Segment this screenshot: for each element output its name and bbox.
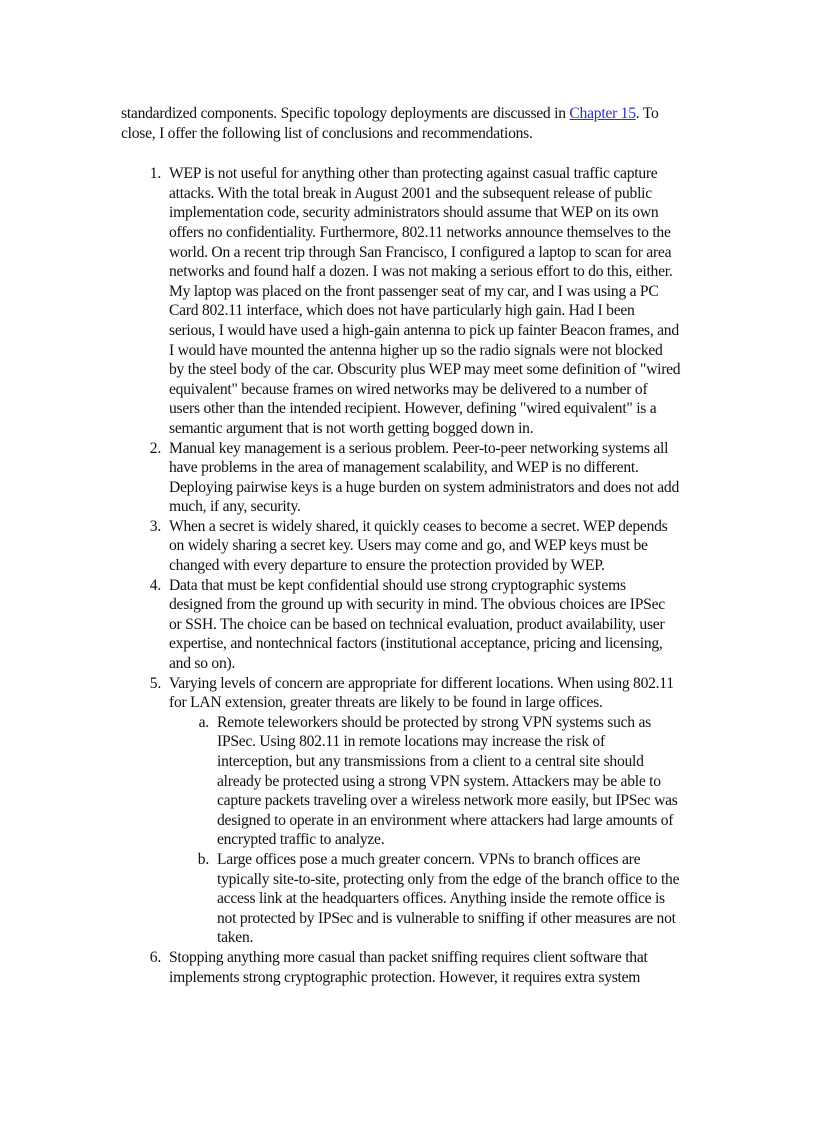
sublist-item-b: Large offices pose a much greater concern. VPNs to branch offices are typically site-to-site, protecting only from the edge of the branch office to the access link at the headquarters offices. Anything inside the remote office is not protected by IPSec and is vulnerable to sniffing if other measures are not taken. (217, 850, 680, 947)
list-item-1: WEP is not useful for anything other than protecting against casual traffic capture attacks. With the total break in August 2001 and the subsequent release of public implementation code, security administrators should assume that WEP on its own offers no confidentiality. Furthermore, 802.11 networks announce themselves to the world. On a recent trip through San Francisco, I configured a laptop to scan for area networks and found half a dozen. I was not making a serious effort to do this, either. My laptop was placed on the front passenger seat of my car, and I was using a PC Card 802.11 interface, which does not have particularly high gain. Had I been serious, I would have used a high-gain antenna to pick up fainter Beacon frames, and I would have mounted the antenna higher up so the radio signals were not blocked by the steel body of the car. Obscurity plus WEP may meet some definition of "wired equivalent" because frames on wired networks may be delivered to a number of users other than the intended recipient. However, defining "wired equivalent" is a semantic argument that is not worth getting bogged down in. (169, 165, 681, 437)
list-item-4: Data that must be kept confidential should use strong cryptographic systems designed from the ground up with security in mind. The obvious choices are IPSec or SSH. The choice can be based on technical evaluation, product availability, user expertise, and nontechnical factors (institutional acceptance, pricing and licensing, and so on). (169, 576, 665, 673)
document-page (121, 104, 681, 987)
intro-paragraph (121, 104, 681, 143)
sublist-item-a: Remote teleworkers should be protected by strong VPN systems such as IPSec. Using 802.11 in remote locations may increase the risk of interception, but any transmissions from a client to a central site should already be protected using a strong VPN system. Attackers may be able to capture packets traveling over a wireless network more easily, but IPSec was designed to operate in an environment where attackers had large amounts of encrypted traffic to analyze. (217, 713, 678, 849)
recommendations-list (121, 164, 681, 987)
intro-text-before-link: standardized components. Specific topology deployments are discussed in (121, 105, 570, 122)
list-item-2: Manual key management is a serious problem. Peer-to-peer networking systems all have problems in the area of management scalability, and WEP is no different. Deploying pairwise keys is a huge burden on system administrators and does not add much, if any, security. (169, 439, 680, 516)
intro-text-after-link: . To close, I offer the following list of conclusions and recommendations. (121, 105, 659, 142)
list-item-3: When a secret is widely shared, it quickly ceases to become a secret. WEP depends on widely sharing a secret key. Users may come and go, and WEP keys must be changed with every departure to ensure the protection provided by WEP. (169, 517, 668, 575)
list-item-5-text: Varying levels of concern are appropriate for different locations. When using 802.11 for LAN extension, greater threats are likely to be found in large offices. (169, 674, 674, 712)
location-sublist (169, 713, 681, 948)
chapter-15-link[interactable]: Chapter 15 (569, 105, 636, 122)
list-item-6: Stopping anything more casual than packet sniffing requires client software that implements strong cryptographic protection. However, it requires extra system (169, 948, 648, 986)
list-item-5 (169, 674, 681, 948)
